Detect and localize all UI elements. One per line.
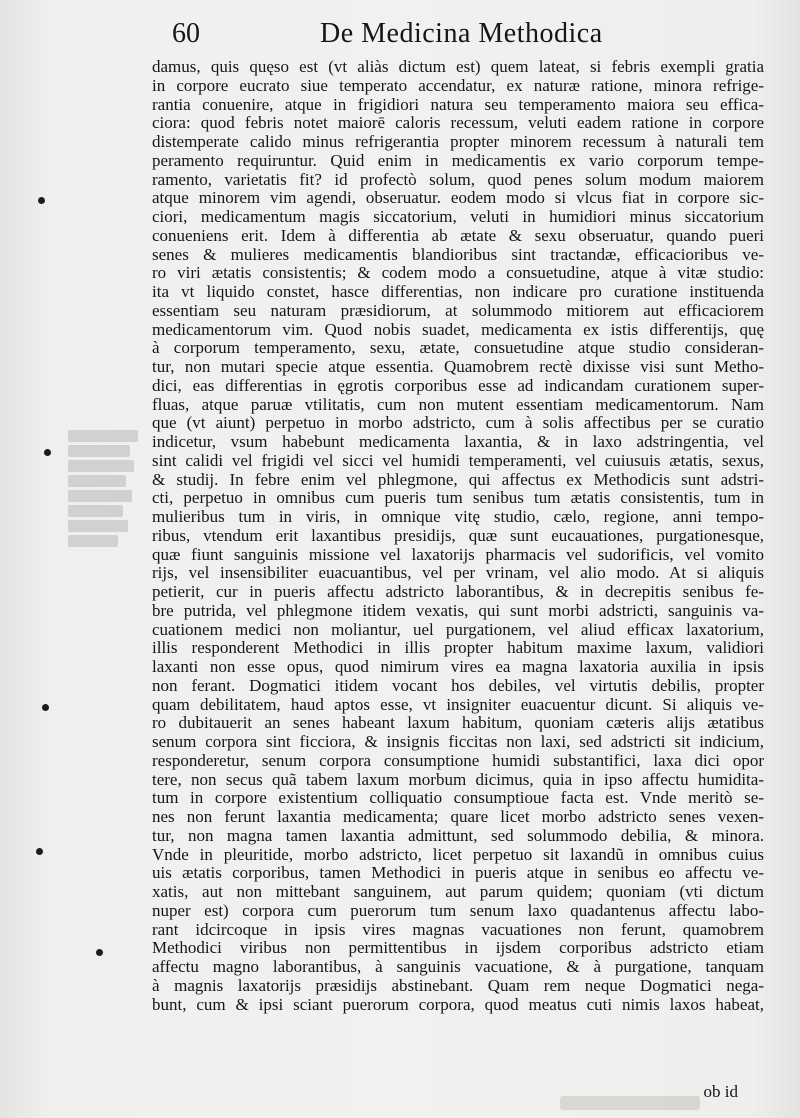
page-header bbox=[150, 14, 770, 54]
text-line: xatis, aut non mittebant sanguinem, aut parum quidem; quoniam (vti dictum bbox=[152, 883, 764, 901]
text-line: illis responderent Methodici in illis propter habitum maxime laxum, validiori bbox=[152, 639, 764, 658]
text-line: sint calidi vel frigidi vel sicci vel humidi temperamenti, vel cuiusuis ætatis, sexus, bbox=[152, 451, 764, 470]
text-line: tur, non magna tamen laxantia admittunt, sed solummodo debilia, & minora. bbox=[152, 826, 764, 845]
show-through-signature bbox=[560, 1096, 700, 1110]
text-line: non ferant. Dogmatici itidem vocant hos debiles, vel virtutis debilis, propter bbox=[152, 676, 764, 695]
text-line: petierit, cur in pueris affectu adstricto laborantibus, & in decrepitis senibus fe- bbox=[152, 583, 764, 601]
text-line: ita vt liquido constet, hasce differentias, non indicare pro curatione instituenda bbox=[152, 283, 764, 301]
text-line: ribus, vtendum erit laxantibus presidijs, quæ sunt eucauationes, purgationesque, bbox=[152, 526, 764, 545]
text-line: bunt, cum & ipsi sciant puerorum corpora, quod meatus cuti nimis laxos habeat, bbox=[152, 995, 764, 1014]
text-line: essentiam seu naturam præsidiorum, at solummodo mitiorem aut efficaciorem bbox=[152, 301, 764, 320]
text-line: atque minorem vim agendi, obseruatur. eodem modo si vlcus fiat in corpore sic- bbox=[152, 189, 764, 208]
ink-spot bbox=[38, 197, 45, 204]
text-line: medicamentorum vim. Quod nobis suadet, medicamenta ex istis differentijs, quę bbox=[152, 320, 764, 339]
text-line: rantia conuenire, atque in frigidiori natura seu temperamento maiora seu effica- bbox=[152, 95, 764, 114]
text-line: Vnde in pleuritide, morbo adstricto, licet perpetuo sit laxandũ in omnibus cuius bbox=[152, 845, 764, 864]
text-line: que (vt aiunt) perpetuo in morbo adstricto, cum à solis affectibus per se curatio bbox=[152, 414, 764, 433]
text-line: Methodici viribus non permittentibus in ijsdem corporibus adstricto etiam bbox=[152, 939, 764, 958]
text-line: senes & mulieres medicamentis blandioribus sint tractandæ, efficacioribus ve- bbox=[152, 245, 764, 264]
text-line: rijs, vel insensibiliter euacuantibus, vel per vrinam, vel alio modo. At si aliquis bbox=[152, 564, 764, 583]
body-text bbox=[152, 58, 764, 1033]
text-line: ro viri ætatis consistentis; & codem modo a consuetudine, atque à vitæ studio: bbox=[152, 264, 764, 283]
text-line: tum in corpore existentium colliquatio consumptioue facta est. Vnde meritò se- bbox=[152, 789, 764, 808]
text-line: cti, perpetuo in omnibus cum pueris tum senibus tum ætatis consistentis, tum in bbox=[152, 489, 764, 508]
ink-spot bbox=[44, 449, 51, 456]
show-through-marginalia bbox=[68, 430, 148, 560]
catchword: ob id bbox=[703, 1082, 738, 1101]
text-line: ramento, varietatis fit? id profectò solum, quod penes solum modum maiorem bbox=[152, 170, 764, 189]
text-line: peramento requiruntur. Quid enim in medicamentis ex vario corporum tempe- bbox=[152, 151, 764, 170]
text-line: quæ fiunt sanguinis missione vel laxatorijs pharmacis vel sudorificis, vel vomito bbox=[152, 545, 764, 564]
text-line: à corporum temperamento, sexu, ætate, consuetudine atque studio consideran- bbox=[152, 339, 764, 358]
text-line: indicetur, vsum habebunt medicamenta laxantia, & in laxo adstringentia, vel bbox=[152, 433, 764, 451]
text-line: ro dubitauerit an senes habeant laxum habitum, quoniam cæteris alijs ætatibus bbox=[152, 714, 764, 733]
text-line: responderetur, senum corpora consumptione humidi substantifici, laxa dici opor bbox=[152, 751, 764, 770]
text-line: laxanti non esse opus, quod nimirum vires ea magna laxatoria auxilia in ipsis bbox=[152, 658, 764, 676]
text-line: tere, non secus quã tabem laxum morbum dicimus, quia in ipso affectu humidita- bbox=[152, 770, 764, 789]
text-line: quam debilitatem, haud aptos esse, vt insigniter euacuentur dicunt. Si aliquis ve- bbox=[152, 695, 764, 714]
text-line: dici, eas differentias in ęgrotis corporibus esse ad indicandam curationem super- bbox=[152, 376, 764, 395]
text-line: uis ætatis corporibus, tamen Methodici in pueris atque in senibus eo affectu ve- bbox=[152, 864, 764, 883]
text-line: damus, quis quęso est (vt aliàs dictum est) quem lateat, si febris exempli gratia bbox=[152, 58, 764, 76]
text-line: affectu magno laborantibus, à sanguinis vacuatione, & à purgatione, tanquam bbox=[152, 958, 764, 976]
text-line: fluas, atque paruæ vtilitatis, cum non mutent essentiam medicamentorum. Nam bbox=[152, 395, 764, 414]
text-line: & studij. In febre enim vel phlegmone, qui affectus ex Methodicis sunt adstri- bbox=[152, 470, 764, 489]
text-line: bre putrida, vel phlegmone itidem vexatis, qui sunt morbi adstricti, sanguinis va- bbox=[152, 601, 764, 620]
ink-spot bbox=[96, 949, 103, 956]
text-line: à magnis laxatorijs præsidijs abstinebant. Quam rem neque Dogmatici nega- bbox=[152, 976, 764, 995]
text-line: distemperate calido minus refrigerantia propter minorem recessum à naturali tem bbox=[152, 133, 764, 151]
text-line: ciora: quod febris notet maiorē caloris recessum, veluti eadem ratione in corpore bbox=[152, 114, 764, 133]
text-line: conueniens erit. Idem à differentia ab ætate & sexu obseruatur, quando pueri bbox=[152, 226, 764, 245]
text-line: rant idcircoque in ipsis vires magnas vacuationes non ferunt, quamobrem bbox=[152, 920, 764, 939]
ink-spot bbox=[42, 704, 49, 711]
text-line: mulieribus tum in viris, in omnique vitę studio, cælo, regione, anni tempo- bbox=[152, 508, 764, 526]
text-line: tur, non mutari specie atque essentia. Quamobrem rectè dixisse visi sunt Metho- bbox=[152, 358, 764, 376]
text-line: in corpore eucrato siue temperato accendatur, ex naturæ ratione, minora refrige- bbox=[152, 76, 764, 95]
text-line: cuationem medici non moliantur, uel purgationem, vel aliud efficax laxatorium, bbox=[152, 620, 764, 639]
text-line: senum corpora sint ficciora, & insignis ficcitas non laxi, sed adstricti sit indicium, bbox=[152, 733, 764, 751]
ink-spot bbox=[36, 848, 43, 855]
text-line: nes non ferunt laxantia medicamenta; quare licet morbo adstricto senes vexen- bbox=[152, 808, 764, 826]
text-line: nuper est) corpora cum puerorum tum senum laxo quadantenus affectu labo- bbox=[152, 901, 764, 920]
text-line: ciori, medicamentum magis siccatorium, veluti in humidiori minus siccatorium bbox=[152, 208, 764, 226]
text-line bbox=[152, 1014, 764, 1033]
page-number: 60 bbox=[172, 18, 200, 49]
running-title: De Medicina Methodica bbox=[320, 18, 603, 49]
